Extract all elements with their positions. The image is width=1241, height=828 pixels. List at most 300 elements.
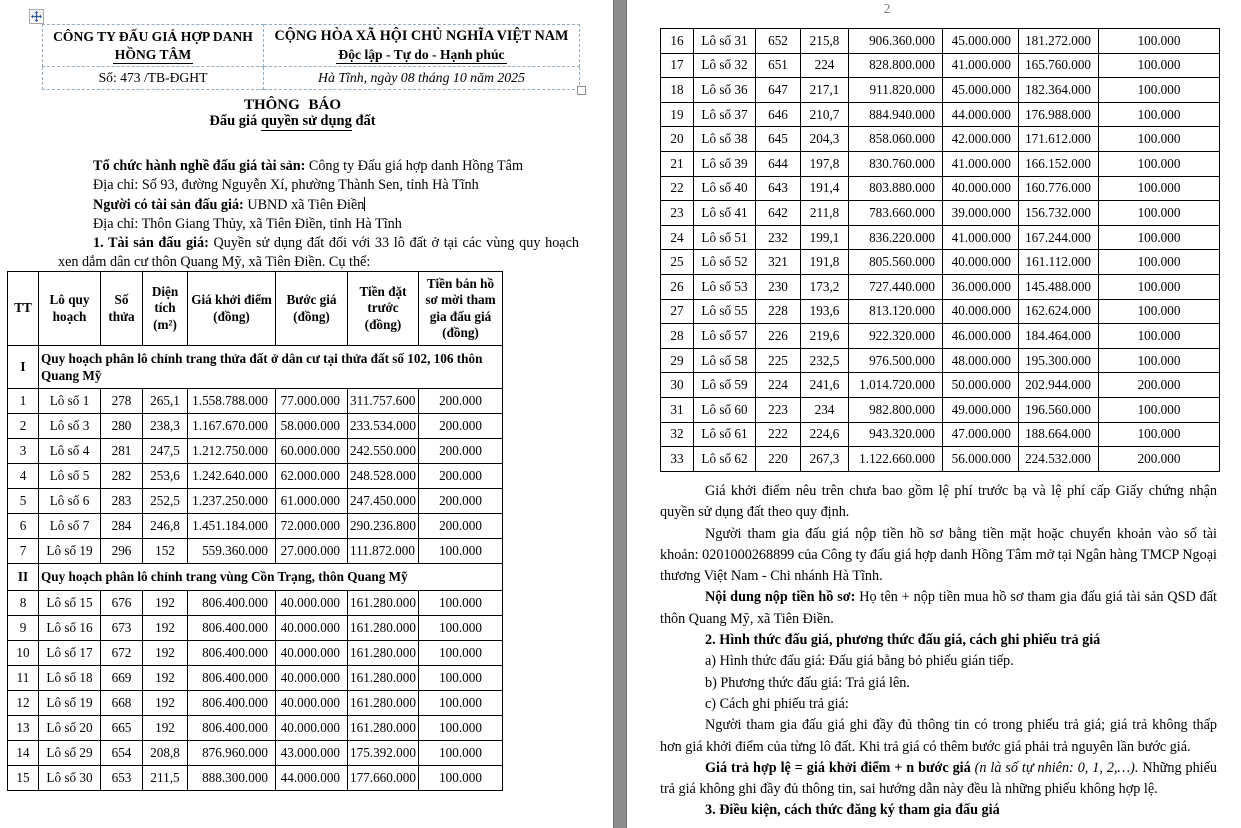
cell: 911.820.000 [849, 78, 943, 103]
cell: 27 [661, 299, 694, 324]
table-row [8, 439, 503, 464]
cell: 652 [756, 29, 801, 54]
cell: 26 [661, 274, 694, 299]
cell: 181.272.000 [1019, 29, 1099, 54]
cell: 50.000.000 [943, 373, 1019, 398]
cell: 224,6 [801, 422, 849, 447]
table-header-row [8, 272, 503, 346]
cell: 100.000 [1099, 422, 1220, 447]
cell: 15 [8, 766, 39, 791]
cell: 238,3 [143, 414, 188, 439]
cell: 1.558.788.000 [188, 389, 276, 414]
cell: 175.392.000 [348, 741, 419, 766]
cell: 247.450.000 [348, 489, 419, 514]
section-title: Quy hoạch phân lô chỉnh trang thửa đất ở dân cư tại thửa đất số 102, 106 thôn Quang Mỹ [39, 346, 503, 389]
section2-item-c: c) Cách ghi phiếu trả giá: [705, 695, 849, 712]
cell: 161.280.000 [348, 616, 419, 641]
page-1 [0, 0, 613, 828]
cell: 100.000 [419, 766, 503, 791]
title-line1: THÔNG BÁO [243, 97, 342, 113]
cell: 60.000.000 [276, 439, 348, 464]
table-row [661, 422, 1220, 447]
cell: 49.000.000 [943, 397, 1019, 422]
table-row [661, 447, 1220, 472]
table-move-handle[interactable] [29, 9, 44, 24]
cell: 100.000 [419, 716, 503, 741]
table-row [661, 348, 1220, 373]
cell: 188.664.000 [1019, 422, 1099, 447]
cell: 1.167.670.000 [188, 414, 276, 439]
table-row [661, 324, 1220, 349]
cell: 19 [661, 102, 694, 127]
cell: 10 [8, 641, 39, 666]
cell: 72.000.000 [276, 514, 348, 539]
cell: 100.000 [419, 666, 503, 691]
cell: Lô số 51 [694, 225, 756, 250]
table-row [661, 151, 1220, 176]
cell: 290.236.800 [348, 514, 419, 539]
cell: Lô số 7 [39, 514, 101, 539]
cell: 193,6 [801, 299, 849, 324]
cell: 40.000.000 [276, 641, 348, 666]
cell: 48.000.000 [943, 348, 1019, 373]
cell: 40.000.000 [943, 176, 1019, 201]
payment-content-note: Nội dung nộp tiền hồ sơ: Họ tên + nộp tiền mua hồ sơ tham gia đấu giá tài sản QSD đất thôn Quang Mỹ, xã Tiên Điền. [660, 589, 1217, 627]
cell: 77.000.000 [276, 389, 348, 414]
cell: 232,5 [801, 348, 849, 373]
cell: 9 [8, 616, 39, 641]
cell: 40.000.000 [943, 299, 1019, 324]
cell: 33 [661, 447, 694, 472]
move-icon [31, 11, 42, 22]
table-row [8, 539, 503, 564]
cell: 247,5 [143, 439, 188, 464]
cell: 803.880.000 [849, 176, 943, 201]
cell: 40.000.000 [276, 691, 348, 716]
cell: 210,7 [801, 102, 849, 127]
cell: 22 [661, 176, 694, 201]
cell: 100.000 [419, 691, 503, 716]
cell: 14 [8, 741, 39, 766]
section-number: I [8, 346, 39, 389]
asset-owner-line: Người có tài sản đấu giá: UBND xã Tiên Điền [93, 196, 365, 213]
col-header-starting-price: Giá khởi điểm (đồng) [188, 272, 276, 346]
cell: 161.280.000 [348, 641, 419, 666]
cell: 1 [8, 389, 39, 414]
table-row [661, 274, 1220, 299]
cell: 211,5 [143, 766, 188, 791]
cell: 1.242.640.000 [188, 464, 276, 489]
cell: 265,1 [143, 389, 188, 414]
cell: Lô số 62 [694, 447, 756, 472]
cell: Lô số 18 [39, 666, 101, 691]
text-cursor [364, 197, 365, 211]
table-section-row [8, 346, 503, 389]
cell: 253,6 [143, 464, 188, 489]
cell: 191,8 [801, 250, 849, 275]
cell: 321 [756, 250, 801, 275]
cell: 806.400.000 [188, 666, 276, 691]
cell: 806.400.000 [188, 591, 276, 616]
intro-paragraphs [58, 157, 579, 273]
col-header-deposit: Tiền đặt trước (đồng) [348, 272, 419, 346]
cell: 100.000 [1099, 78, 1220, 103]
table-row [661, 53, 1220, 78]
cell: 200.000 [419, 464, 503, 489]
cell: 100.000 [1099, 127, 1220, 152]
cell: 100.000 [1099, 324, 1220, 349]
title-line2: Đấu giá quyền sử dụng đất [209, 113, 376, 129]
auction-lots-table-page2 [660, 28, 1220, 472]
table-row [661, 250, 1220, 275]
cell: 100.000 [1099, 225, 1220, 250]
cell: 167.244.000 [1019, 225, 1099, 250]
cell: 44.000.000 [276, 766, 348, 791]
payment-account-note: Người tham gia đấu giá nộp tiền hồ sơ bằng tiền mặt hoặc chuyển khoản vào số tài khoản: 0201000268899 của Công ty đấu giá hợp danh Hồng Tâm mở tại Ngân hàng TMCP Ngoại thương Việt Nam - Chi nhánh Hà Tĩnh. [660, 525, 1217, 585]
cell: 200.000 [1099, 447, 1220, 472]
cell: 884.940.000 [849, 102, 943, 127]
cell: 156.732.000 [1019, 201, 1099, 226]
cell: 806.400.000 [188, 691, 276, 716]
cell: 232 [756, 225, 801, 250]
cell: 876.960.000 [188, 741, 276, 766]
cell: 39.000.000 [943, 201, 1019, 226]
cell: Lô số 37 [694, 102, 756, 127]
cell: 152 [143, 539, 188, 564]
organizer-address-line: Địa chỉ: Số 93, đường Nguyễn Xí, phường Thành Sen, tỉnh Hà Tĩnh [93, 177, 479, 194]
cell: 806.400.000 [188, 716, 276, 741]
cell: 943.320.000 [849, 422, 943, 447]
cell: 161.280.000 [348, 716, 419, 741]
cell: 219,6 [801, 324, 849, 349]
company-name-line2: HỒNG TÂM [114, 46, 192, 62]
cell: 3 [8, 439, 39, 464]
cell: 192 [143, 641, 188, 666]
cell: 56.000.000 [943, 447, 1019, 472]
cell: 162.624.000 [1019, 299, 1099, 324]
cell: 45.000.000 [943, 29, 1019, 54]
cell: 1.451.184.000 [188, 514, 276, 539]
cell: 100.000 [419, 591, 503, 616]
cell: 673 [101, 616, 143, 641]
cell: 25 [661, 250, 694, 275]
table-row [661, 102, 1220, 127]
auction-asset-paragraph: 1. Tài sản đấu giá: Quyền sử dụng đất đối với 33 lô đất ở tại các vùng quy hoạch xen dắm dân cư thôn Quang Mỹ, xã Tiên Điền. Cụ thể: [58, 235, 579, 271]
cell: 224 [756, 373, 801, 398]
cell: 278 [101, 389, 143, 414]
cell: 284 [101, 514, 143, 539]
cell: Lô số 20 [39, 716, 101, 741]
cell: 31 [661, 397, 694, 422]
section3-heading: 3. Điều kiện, cách thức đăng ký tham gia đấu giá [705, 802, 1000, 819]
notes-paragraphs [660, 481, 1217, 822]
cell: 20 [661, 127, 694, 152]
cell: Lô số 5 [39, 464, 101, 489]
auction-organizer-line: Tổ chức hành nghề đấu giá tài sản: Công ty Đấu giá hợp danh Hồng Tâm [93, 158, 523, 174]
cell: Lô số 40 [694, 176, 756, 201]
bid-sheet-instructions: Người tham gia đấu giá ghi đầy đủ thông tin có trong phiếu trả giá; giá trả không thấp hơn giá khởi điểm của từng lô đất. Khi trả giá có thêm bước giá phải trả nguyên lần bước giá. [660, 717, 1217, 755]
table-row [8, 489, 503, 514]
cell: 233.534.000 [348, 414, 419, 439]
document-title [0, 97, 585, 130]
cell: Lô số 39 [694, 151, 756, 176]
cell: 805.560.000 [849, 250, 943, 275]
cell: Lô số 31 [694, 29, 756, 54]
table-row [661, 201, 1220, 226]
table-row [8, 414, 503, 439]
col-header-bid-step: Bước giá (đồng) [276, 272, 348, 346]
cell: Lô số 15 [39, 591, 101, 616]
cell: 281 [101, 439, 143, 464]
page-divider [613, 0, 627, 828]
cell: 100.000 [1099, 299, 1220, 324]
cell: 651 [756, 53, 801, 78]
col-header-area: Diện tích (m²) [143, 272, 188, 346]
cell: 234 [801, 397, 849, 422]
cell: 161.280.000 [348, 691, 419, 716]
cell: 242.550.000 [348, 439, 419, 464]
cell: Lô số 29 [39, 741, 101, 766]
cell: 676 [101, 591, 143, 616]
cell: 32 [661, 422, 694, 447]
cell: 665 [101, 716, 143, 741]
table-section-row [8, 564, 503, 591]
cell: 200.000 [419, 514, 503, 539]
cell: Lô số 16 [39, 616, 101, 641]
cell: 976.500.000 [849, 348, 943, 373]
cell: 41.000.000 [943, 225, 1019, 250]
table-row [8, 641, 503, 666]
cell: 192 [143, 616, 188, 641]
table-row [661, 29, 1220, 54]
table-row [8, 741, 503, 766]
cell: 559.360.000 [188, 539, 276, 564]
cell: 192 [143, 666, 188, 691]
cell: 199,1 [801, 225, 849, 250]
cell: Lô số 57 [694, 324, 756, 349]
cell: 224.532.000 [1019, 447, 1099, 472]
cell: Lô số 52 [694, 250, 756, 275]
cell: 200.000 [419, 389, 503, 414]
cell: 184.464.000 [1019, 324, 1099, 349]
table-resize-handle[interactable] [577, 86, 586, 95]
cell: 311.757.600 [348, 389, 419, 414]
cell: 224 [801, 53, 849, 78]
cell: 11 [8, 666, 39, 691]
cell: 165.760.000 [1019, 53, 1099, 78]
cell: 191,4 [801, 176, 849, 201]
cell: 226 [756, 324, 801, 349]
cell: 727.440.000 [849, 274, 943, 299]
cell: 100.000 [419, 616, 503, 641]
national-motto-line2: Độc lập - Tự do - Hạnh phúc [338, 46, 505, 62]
cell: 40.000.000 [276, 666, 348, 691]
cell: 145.488.000 [1019, 274, 1099, 299]
cell: 217,1 [801, 78, 849, 103]
cell: 40.000.000 [276, 616, 348, 641]
cell: 888.300.000 [188, 766, 276, 791]
cell: 783.660.000 [849, 201, 943, 226]
cell: 29 [661, 348, 694, 373]
cell: 192 [143, 691, 188, 716]
cell: 6 [8, 514, 39, 539]
cell: 100.000 [1099, 274, 1220, 299]
cell: 248.528.000 [348, 464, 419, 489]
cell: 2 [8, 414, 39, 439]
cell: 27.000.000 [276, 539, 348, 564]
cell: 43.000.000 [276, 741, 348, 766]
cell: 41.000.000 [943, 151, 1019, 176]
table-row [661, 78, 1220, 103]
section-title: Quy hoạch phân lô chỉnh trang vùng Cồn Trạng, thôn Quang Mỹ [39, 564, 503, 591]
cell: 12 [8, 691, 39, 716]
cell: 100.000 [1099, 397, 1220, 422]
national-motto-line1: CỘNG HÒA XÃ HỘI CHỦ NGHĨA VIỆT NAM [274, 28, 569, 45]
owner-address-line: Địa chỉ: Thôn Giang Thủy, xã Tiên Điền, tỉnh Hà Tĩnh [93, 215, 402, 232]
cell: 100.000 [419, 539, 503, 564]
cell: 18 [661, 78, 694, 103]
cell: 668 [101, 691, 143, 716]
cell: 192 [143, 591, 188, 616]
title-underlined-part: quyền sử dụng [260, 113, 352, 129]
cell: 806.400.000 [188, 641, 276, 666]
cell: 16 [661, 29, 694, 54]
section2-heading: 2. Hình thức đấu giá, phương thức đấu giá, cách ghi phiếu trả giá [705, 632, 1101, 649]
table-row [8, 716, 503, 741]
page-number: 2 [883, 1, 891, 16]
letterhead-company-cell [43, 25, 264, 67]
cell: 241,6 [801, 373, 849, 398]
cell: 645 [756, 127, 801, 152]
cell: 223 [756, 397, 801, 422]
cell: 830.760.000 [849, 151, 943, 176]
section2-item-b: b) Phương thức đấu giá: Trả giá lên. [705, 674, 910, 691]
table-row [661, 176, 1220, 201]
table-row [8, 464, 503, 489]
cell: 196.560.000 [1019, 397, 1099, 422]
cell: 669 [101, 666, 143, 691]
table-row [661, 373, 1220, 398]
cell: 28 [661, 324, 694, 349]
valid-bid-formula: Giá trả hợp lệ = giá khởi điểm + n bước giá (n là số tự nhiên: 0, 1, 2,…). Những phiếu trả giá không ghi đầy đủ thông tin, sai hướng dẫn này đều là những phiếu không hợp lệ. [660, 759, 1217, 798]
cell: 7 [8, 539, 39, 564]
cell: 46.000.000 [943, 324, 1019, 349]
cell: Lô số 19 [39, 691, 101, 716]
cell: 161.280.000 [348, 591, 419, 616]
cell: Lô số 6 [39, 489, 101, 514]
cell: 283 [101, 489, 143, 514]
col-header-dossier-fee: Tiền bán hồ sơ mời tham gia đấu giá (đồng) [419, 272, 503, 346]
cell: Lô số 61 [694, 422, 756, 447]
section2-item-a: a) Hình thức đấu giá: Đấu giá bằng bỏ phiếu gián tiếp. [705, 653, 1014, 670]
cell: Lô số 1 [39, 389, 101, 414]
cell: 225 [756, 348, 801, 373]
cell: 211,8 [801, 201, 849, 226]
cell: Lô số 3 [39, 414, 101, 439]
col-header-tt: TT [8, 272, 39, 346]
table-row [661, 299, 1220, 324]
cell: Lô số 32 [694, 53, 756, 78]
cell: 111.872.000 [348, 539, 419, 564]
cell: 176.988.000 [1019, 102, 1099, 127]
letterhead-national-cell [264, 25, 580, 67]
cell: 44.000.000 [943, 102, 1019, 127]
cell: 5 [8, 489, 39, 514]
cell: 177.660.000 [348, 766, 419, 791]
cell: 195.300.000 [1019, 348, 1099, 373]
cell: 100.000 [1099, 102, 1220, 127]
cell: 40.000.000 [943, 250, 1019, 275]
cell: 4 [8, 464, 39, 489]
cell: Lô số 59 [694, 373, 756, 398]
cell: 36.000.000 [943, 274, 1019, 299]
document-number: Số: 473 /TB-ĐGHT [43, 67, 264, 90]
cell: 280 [101, 414, 143, 439]
cell: 42.000.000 [943, 127, 1019, 152]
cell: 21 [661, 151, 694, 176]
cell: 40.000.000 [276, 716, 348, 741]
cell: 906.360.000 [849, 29, 943, 54]
table-row [8, 514, 503, 539]
cell: 922.320.000 [849, 324, 943, 349]
cell: 215,8 [801, 29, 849, 54]
cell: 654 [101, 741, 143, 766]
cell: Lô số 36 [694, 78, 756, 103]
cell: 47.000.000 [943, 422, 1019, 447]
section-number: II [8, 564, 39, 591]
table-row [8, 766, 503, 791]
cell: 267,3 [801, 447, 849, 472]
cell: 200.000 [419, 489, 503, 514]
table-row [8, 666, 503, 691]
place-and-date: Hà Tĩnh, ngày 08 tháng 10 năm 2025 [264, 67, 580, 90]
cell: Lô số 38 [694, 127, 756, 152]
cell: 173,2 [801, 274, 849, 299]
cell: 17 [661, 53, 694, 78]
cell: 230 [756, 274, 801, 299]
cell: 282 [101, 464, 143, 489]
cell: 208,8 [143, 741, 188, 766]
cell: 1.237.250.000 [188, 489, 276, 514]
cell: 58.000.000 [276, 414, 348, 439]
cell: 252,5 [143, 489, 188, 514]
cell: 1.212.750.000 [188, 439, 276, 464]
cell: Lô số 4 [39, 439, 101, 464]
cell: 647 [756, 78, 801, 103]
cell: 1.014.720.000 [849, 373, 943, 398]
cell: 204,3 [801, 127, 849, 152]
cell: 222 [756, 422, 801, 447]
cell: 100.000 [419, 641, 503, 666]
cell: 644 [756, 151, 801, 176]
cell: 1.122.660.000 [849, 447, 943, 472]
col-header-parcel: Số thửa [101, 272, 143, 346]
cell: 982.800.000 [849, 397, 943, 422]
cell: 836.220.000 [849, 225, 943, 250]
cell: 161.280.000 [348, 666, 419, 691]
table-row [8, 389, 503, 414]
cell: 220 [756, 447, 801, 472]
cell: 30 [661, 373, 694, 398]
table-row [661, 127, 1220, 152]
cell: Lô số 58 [694, 348, 756, 373]
cell: 100.000 [1099, 348, 1220, 373]
cell: 197,8 [801, 151, 849, 176]
cell: 200.000 [419, 439, 503, 464]
table-row [661, 397, 1220, 422]
auction-lots-table-page1 [7, 271, 503, 791]
cell: 813.120.000 [849, 299, 943, 324]
